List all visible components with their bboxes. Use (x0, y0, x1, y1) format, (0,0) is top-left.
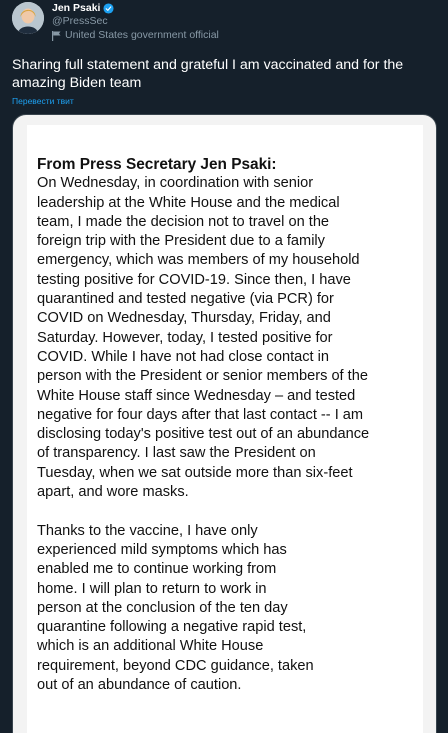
tweet-text: Sharing full statement and grateful I am vaccinated and for the amazing Biden team (12, 57, 404, 91)
statement-title: From Press Secretary Jen Psaki: (37, 156, 277, 173)
statement-text (37, 155, 421, 695)
flag-icon (52, 31, 61, 41)
statement-paragraph-1: On Wednesday, in coordination with senior leadership at the White House and the medical team, I made the decision not to travel on the foreign trip with the President due to a family emergency, which was members of my household testing positive for COVID-19. Since then, I have quarantined and tested negative (via PCR) for COVID on Wednesday, Thursday, Friday, and Saturday. However, today, I tested positive for COVID. While I have not had close contact in person with the President or senior members of the White House staff since Wednesday – and tested negative for four days after that last contact -- I am disclosing today's positive test out of an abundance of transparency. I last saw the President on Tuesday, when we sat outside more than six-feet apart, and wore masks. (37, 175, 370, 501)
author-names (52, 2, 114, 28)
translate-tweet-link[interactable]: Перевести твит (12, 96, 74, 106)
tweet-header (0, 0, 448, 50)
paragraph-gap (37, 502, 421, 521)
verified-badge-icon (103, 3, 114, 14)
author-handle[interactable]: @PressSec (52, 15, 108, 27)
government-label[interactable] (52, 29, 219, 42)
government-label-text: United States government official (65, 29, 219, 41)
tweet-media-image[interactable] (12, 114, 437, 733)
avatar-image (12, 2, 44, 34)
author-name-row[interactable] (52, 2, 114, 15)
author-display-name[interactable]: Jen Psaki (52, 2, 101, 14)
statement-paragraph-2: Thanks to the vaccine, I have only experienced mild symptoms which has enabled me to continue working from home. I will plan to return to work in person at the conclusion of the ten day quarantine following a negative rapid test, which is an additional White House requirement, beyond CDC guidance, taken out of an abundance of caution. (37, 522, 314, 694)
avatar[interactable] (12, 2, 44, 34)
